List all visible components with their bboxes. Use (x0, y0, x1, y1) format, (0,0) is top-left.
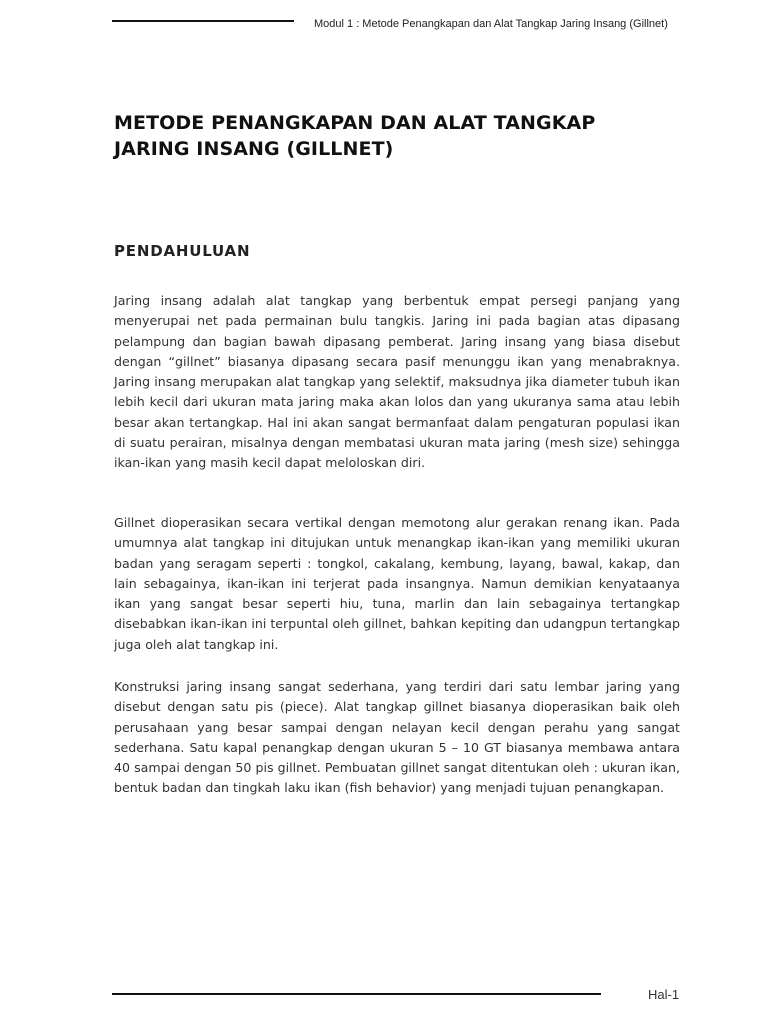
page-number: Hal-1 (648, 987, 680, 1002)
body-paragraph: Gillnet dioperasikan secara vertikal dengan memotong alur gerakan renang ikan. Pada umumnya alat tangkap ini ditujukan untuk menangkap ikan-ikan yang memiliki ukuran badan yang seragam seperti : tongkol, cakalang, kembung, layang, bawal, kakap, dan lain sebagainya, ikan-ikan ini terjerat pada insangnya. Namun demikian kenyataanya ikan yang sangat besar seperti hiu, tuna, marlin dan lain sebagainya tertangkap disebabkan ikan-ikan ini terpuntal oleh gillnet, bahkan kepiting dan udangpun tertangkap juga oleh alat tangkap ini. (114, 515, 681, 652)
section-heading: PENDAHULUAN (114, 242, 251, 260)
document-title: METODE PENANGKAPAN DAN ALAT TANGKAP JARING INSANG (GILLNET) (114, 112, 596, 160)
body-paragraph: Jaring insang adalah alat tangkap yang berbentuk empat persegi panjang yang menyerupai net pada permainan bulu tangkis. Jaring ini pada bagian atas dipasang pelampung dan bagian bawah dipasang pemberat. Jaring insang yang biasa disebut dengan “gillnet” biasanya dipasang secara pasif menunggu ikan yang menabraknya. Jaring insang merupakan alat tangkap yang selektif, maksudnya jika diameter tubuh ikan lebih kecil dari ukuran mata jaring maka akan lolos dan yang ukuranya sama atau lebih besar akan tertangkap. Hal ini akan sangat bermanfaat dalam pengaturan populasi ikan di suatu perairan, misalnya dengan membatasi ukuran mata jaring (mesh size) sehingga ikan-ikan yang masih kecil dapat meloloskan diri. (114, 293, 680, 471)
body-paragraph: Konstruksi jaring insang sangat sederhana, yang terdiri dari satu lembar jaring yang disebut dengan satu pis (piece). Alat tangkap gillnet biasanya dioperasikan baik oleh perusahaan yang besar sampai dengan nelayan kecil dengan perahu yang sangat sederhana. Satu kapal penangkap dengan ukuran 5 – 10 GT biasanya membawa antara 40 sampai dengan 50 pis gillnet. Pembuatan gillnet sangat ditentukan oleh : ukuran ikan, bentuk badan dan tingkah laku ikan (fish behavior) yang menjadi tujuan penangkapan. (114, 679, 680, 796)
footer-rule (112, 993, 601, 995)
running-header: Modul 1 : Metode Penangkapan dan Alat Tangkap Jaring Insang (Gillnet) (314, 18, 668, 30)
header-rule (112, 20, 294, 22)
